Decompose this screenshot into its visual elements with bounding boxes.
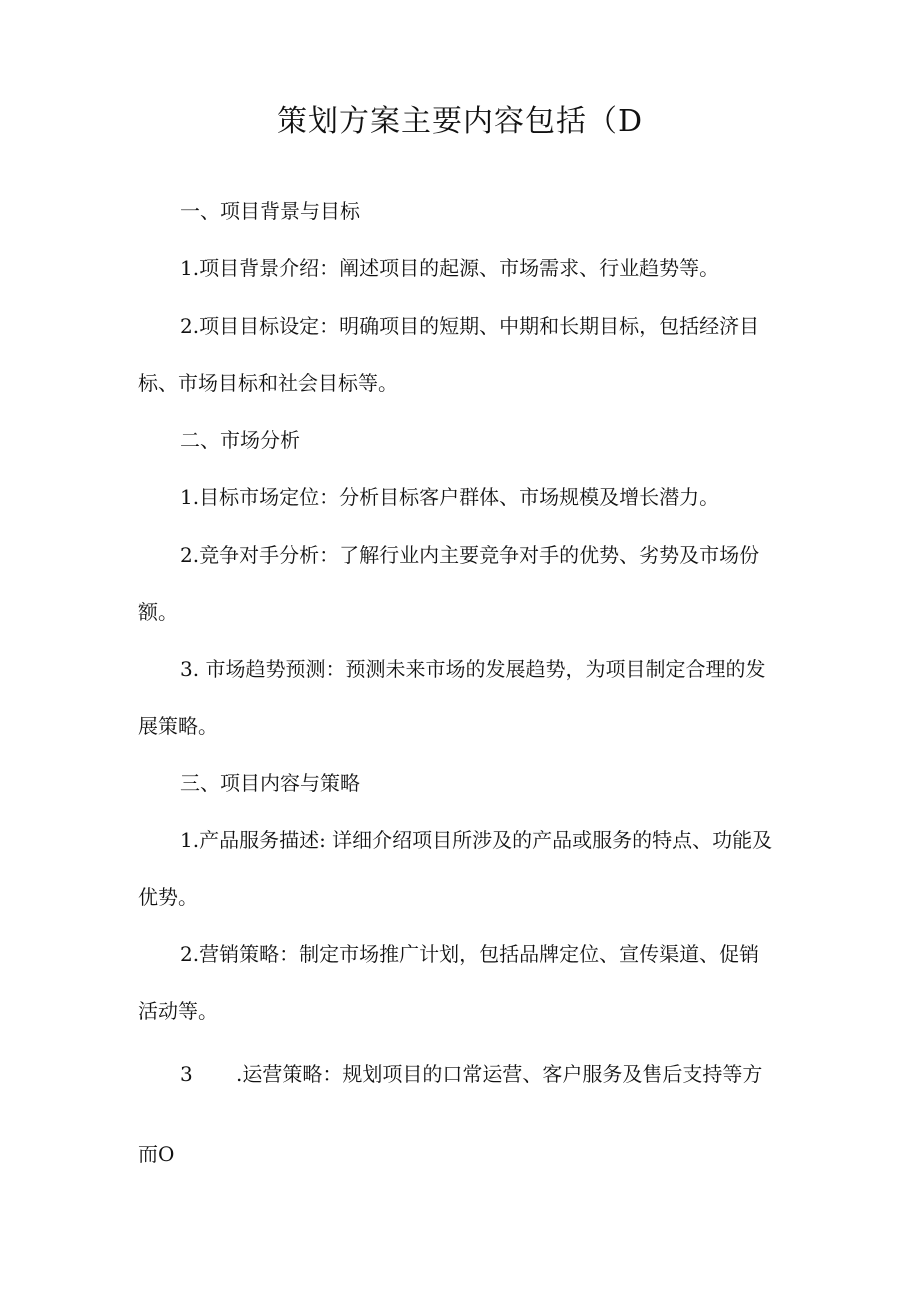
item-continuation: 而O: [138, 1142, 175, 1166]
item-number: 1: [180, 485, 193, 509]
item-continuation: 展策略。: [138, 714, 218, 738]
list-item: [180, 655, 765, 683]
item-number: 1: [180, 256, 193, 280]
list-item: [180, 940, 759, 968]
list-item: [180, 1060, 762, 1088]
item-text: .目标市场定位：分析目标客户群体、市场规模及增长潜力。: [192, 485, 720, 509]
item-text: .营销策略：制定市场推广计划，包括品牌定位、宣传渠道、促销: [192, 942, 760, 966]
item-text: . 市场趋势预测：预测未来市场的发展趋势，为项目制定合理的发: [192, 657, 766, 681]
item-number: 2: [180, 543, 193, 567]
list-item: [180, 312, 759, 340]
section-heading: 二、市场分析: [180, 428, 300, 452]
section-heading: 三、项目内容与策略: [180, 771, 360, 795]
item-text: .竞争对手分析：了解行业内主要竞争对手的优势、劣势及市场份: [192, 543, 760, 567]
item-text: .运营策略：规划项目的口常运营、客户服务及售后支持等方: [236, 1062, 763, 1086]
list-item: [180, 254, 719, 282]
item-number: 1: [180, 828, 193, 852]
page-title: 策划方案主要内容包括（D: [276, 104, 644, 139]
item-number: 2: [180, 942, 193, 966]
item-continuation: 活动等。: [138, 999, 218, 1023]
section-heading: 一、项目背景与目标: [180, 199, 360, 223]
item-continuation: 优势。: [138, 885, 198, 909]
item-text: .项目背景介绍：阐述项目的起源、市场需求、行业趋势等。: [192, 256, 720, 280]
list-item: [180, 483, 719, 511]
item-text: .项目目标设定：明确项目的短期、中期和长期目标，包括经济目: [192, 314, 760, 338]
item-text: .产品服务描述: 详细介绍项目所涉及的产品或服务的特点、功能及: [192, 828, 773, 852]
item-number: 2: [180, 314, 193, 338]
list-item: [180, 826, 772, 854]
list-item: [180, 541, 759, 569]
item-continuation: 额。: [138, 600, 178, 624]
item-number: 3: [180, 657, 193, 681]
item-continuation: 标、市场目标和社会目标等。: [138, 371, 398, 395]
item-number: 3: [180, 1062, 193, 1086]
